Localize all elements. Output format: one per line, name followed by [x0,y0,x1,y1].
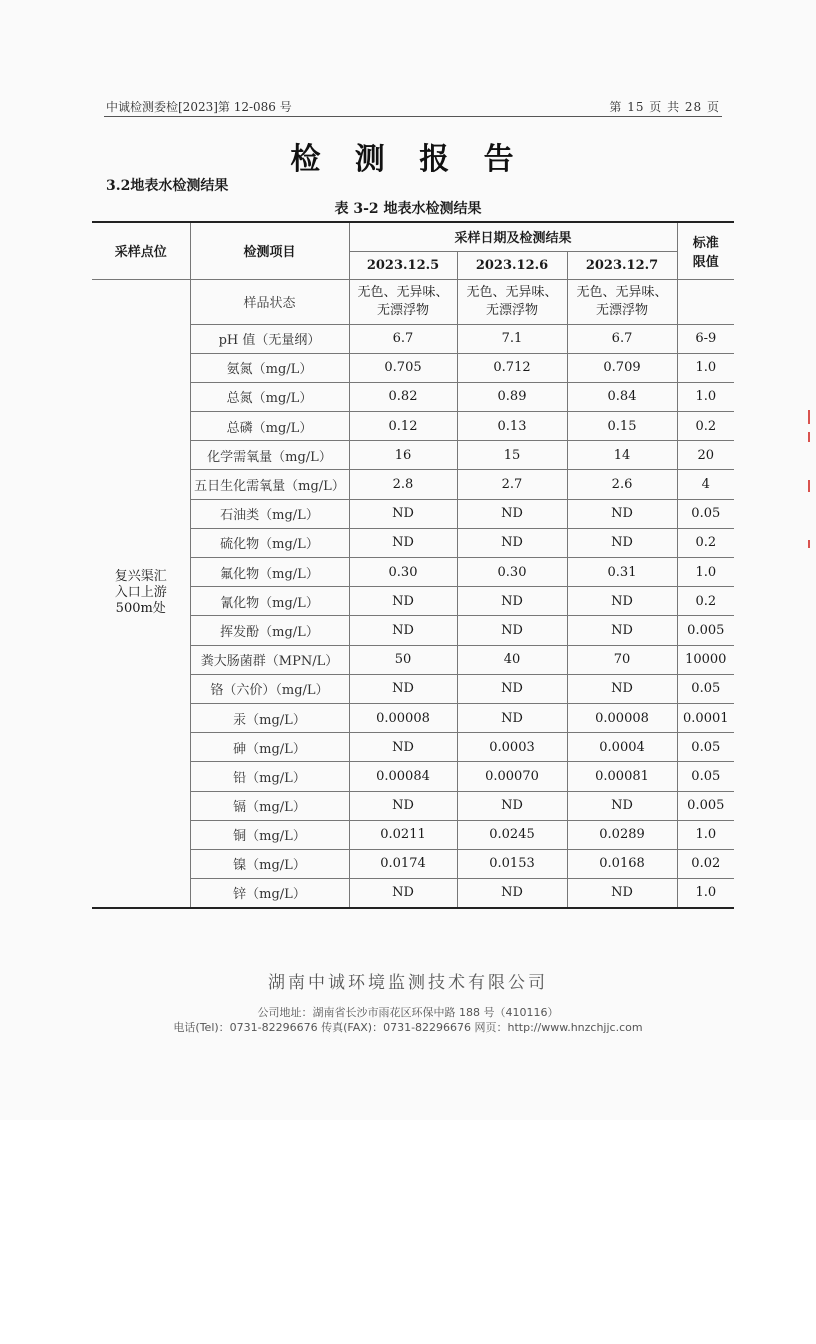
station-cell [92,279,190,908]
company-address: 公司地址：湖南省长沙市雨花区环保中路 188 号（410116） [257,1006,559,1019]
row-value: 0.0174 [349,849,457,878]
row-item: 石油类（mg/L） [190,499,349,528]
row-value: ND [457,499,567,528]
edge-ink-mark [808,540,810,548]
row-value: 0.00008 [349,703,457,732]
state-line: 无色、无异味、 [576,284,668,300]
row-item: 挥发酚（mg/L） [190,616,349,645]
row-value: 2.7 [457,470,567,499]
row-value: 40 [457,645,567,674]
row-value: ND [349,616,457,645]
header-item: 检测项目 [190,222,349,279]
row-item: 氨氮（mg/L） [190,353,349,382]
row-value: 0.31 [567,558,677,587]
row-value: ND [349,791,457,820]
row-item: 砷（mg/L） [190,733,349,762]
row-item: 镉（mg/L） [190,791,349,820]
row-item: 镍（mg/L） [190,849,349,878]
row-limit: 1.0 [677,820,734,849]
row-item: 氟化物（mg/L） [190,558,349,587]
row-value: ND [457,616,567,645]
section-heading: 3.2地表水检测结果 [106,178,229,194]
row-value: 0.712 [457,353,567,382]
station-line: 入口上游 [114,585,167,601]
row-item: 铜（mg/L） [190,820,349,849]
row-item: 总氮（mg/L） [190,382,349,411]
row-item: pH 值（无量纲） [190,324,349,353]
row-value: 0.0211 [349,820,457,849]
row-value: ND [349,528,457,557]
row-value: 50 [349,645,457,674]
row-value: ND [457,674,567,703]
row-value: 6.7 [349,324,457,353]
state-line: 无漂浮物 [485,302,538,318]
row-value: 15 [457,441,567,470]
row-value: 70 [567,645,677,674]
row-item: 硫化物（mg/L） [190,528,349,557]
row-value: ND [349,674,457,703]
row-limit: 1.0 [677,879,734,908]
row-value: ND [457,587,567,616]
row-value: ND [349,879,457,908]
row-value: 0.30 [457,558,567,587]
row-limit: 1.0 [677,353,734,382]
limit-blank [677,279,734,324]
row-value: 0.0004 [567,733,677,762]
row-item: 五日生化需氧量（mg/L） [190,470,349,499]
row-value: ND [567,674,677,703]
row-value: 6.7 [567,324,677,353]
page-indicator: 第 15 页 共 28 页 [609,100,720,114]
header-limit-line2: 限值 [692,254,719,270]
row-value: 0.0153 [457,849,567,878]
state-line: 无漂浮物 [596,302,649,318]
row-limit: 0.2 [677,528,734,557]
row-value: ND [349,499,457,528]
row-value: ND [457,879,567,908]
row-item: 铬（六价）（mg/L） [190,674,349,703]
header-date: 2023.12.7 [567,251,677,279]
row-limit: 0.2 [677,412,734,441]
row-value: ND [567,528,677,557]
row-value: 0.13 [457,412,567,441]
row-value: 0.00008 [567,703,677,732]
row-limit: 0.005 [677,791,734,820]
row-value: 0.89 [457,382,567,411]
row-item: 化学需氧量（mg/L） [190,441,349,470]
state-value [457,279,567,324]
header-dates-group: 采样日期及检测结果 [349,222,677,251]
row-value: ND [457,528,567,557]
company-name: 湖南中诚环境监测技术有限公司 [268,973,548,993]
row-value: 0.84 [567,382,677,411]
row-value: ND [349,587,457,616]
station-line: 500m处 [115,601,166,617]
row-item: 粪大肠菌群（MPN/L） [190,645,349,674]
row-limit: 0.02 [677,849,734,878]
results-table [92,221,734,909]
row-value: 0.00081 [567,762,677,791]
row-value: 2.6 [567,470,677,499]
row-limit: 0.05 [677,733,734,762]
row-limit: 0.05 [677,674,734,703]
edge-ink-mark [808,410,810,424]
page-title: 检 测 报 告 [290,142,526,177]
state-line: 无漂浮物 [376,302,429,318]
row-item: 锌（mg/L） [190,879,349,908]
station-line: 复兴渠汇 [114,569,167,585]
row-value: 0.00084 [349,762,457,791]
report-number: 中诚检测委检[2023]第 12-086 号 [106,100,292,114]
row-value: 0.0003 [457,733,567,762]
row-limit: 4 [677,470,734,499]
header-date: 2023.12.5 [349,251,457,279]
row-value: ND [567,587,677,616]
row-item: 汞（mg/L） [190,703,349,732]
header-date: 2023.12.6 [457,251,567,279]
row-limit: 6-9 [677,324,734,353]
row-value: ND [567,791,677,820]
row-value: ND [567,499,677,528]
row-value: 0.15 [567,412,677,441]
header-limit [677,222,734,279]
table-caption: 表 3-2 地表水检测结果 [334,201,482,217]
row-value: ND [567,879,677,908]
row-value: 0.00070 [457,762,567,791]
row-item: 氰化物（mg/L） [190,587,349,616]
row-value: ND [457,791,567,820]
row-limit: 0.0001 [677,703,734,732]
edge-ink-mark [808,480,810,492]
row-value: ND [349,733,457,762]
row-value: 0.0289 [567,820,677,849]
state-line: 无色、无异味、 [357,284,449,300]
header-divider [104,116,722,117]
header-limit-line1: 标准 [692,235,719,251]
row-value: 14 [567,441,677,470]
row-limit: 10000 [677,645,734,674]
state-line: 无色、无异味、 [466,284,558,300]
row-value: 0.0168 [567,849,677,878]
row-value: 0.705 [349,353,457,382]
row-limit: 0.2 [677,587,734,616]
row-value: ND [457,703,567,732]
row-value: 0.30 [349,558,457,587]
company-contact: 电话(Tel)：0731-82296676 传真(FAX)：0731-82296676 网页：http://www.hnzchjjc.com [173,1021,643,1034]
row-value: ND [567,616,677,645]
row-value: 16 [349,441,457,470]
row-value: 0.0245 [457,820,567,849]
row-value: 0.82 [349,382,457,411]
state-label: 样品状态 [190,279,349,324]
row-item: 总磷（mg/L） [190,412,349,441]
row-value: 0.709 [567,353,677,382]
state-value [567,279,677,324]
header-station: 采样点位 [92,222,190,279]
row-limit: 1.0 [677,382,734,411]
row-limit: 0.005 [677,616,734,645]
edge-ink-mark [808,432,810,442]
row-item: 铅（mg/L） [190,762,349,791]
row-value: 7.1 [457,324,567,353]
row-limit: 0.05 [677,499,734,528]
row-value: 0.12 [349,412,457,441]
row-limit: 0.05 [677,762,734,791]
row-value: 2.8 [349,470,457,499]
state-value [349,279,457,324]
row-limit: 20 [677,441,734,470]
row-limit: 1.0 [677,558,734,587]
